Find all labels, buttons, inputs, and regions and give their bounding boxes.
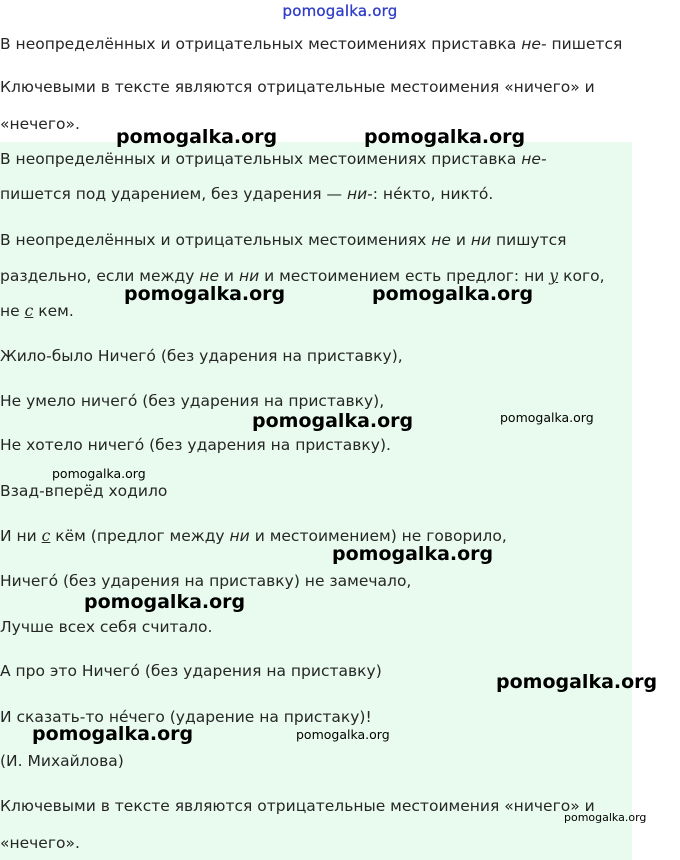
rule-ni: ни	[470, 231, 492, 249]
watermark: pomogalka.org	[124, 283, 286, 305]
poem-line-1: Жило-было Ничего́ (без ударения на приставку),	[0, 347, 403, 365]
poem-text: и местоимением) не говорило,	[249, 527, 507, 545]
rule-ni: ни	[238, 267, 260, 285]
rule-prefix-ni: ни-	[346, 185, 373, 203]
poem-text: кём (предлог между	[50, 527, 230, 545]
rule-text: В неопределённых и отрицательных местоимениях приставка	[0, 150, 522, 168]
preposition-u: у	[549, 267, 559, 285]
watermark: pomogalka.org	[564, 811, 647, 824]
rule-text: кем.	[33, 302, 74, 320]
rule-line-2	[0, 184, 493, 204]
intro-text-b: пишется	[546, 35, 623, 53]
watermark: pomogalka.org	[500, 410, 594, 425]
watermark: pomogalka.org	[84, 591, 246, 613]
watermark: pomogalka.org	[32, 723, 194, 745]
poem-line-9: И сказать-то не́чего (ударение на пристаку)!	[0, 708, 372, 726]
poem-line-8: А про это Ничего́ (без ударения на приставку)	[0, 662, 382, 680]
poem-line-2: Не умело ничего́ (без ударения на приставку),	[0, 392, 385, 410]
watermark: pomogalka.org	[332, 543, 494, 565]
rule-text: раздельно, если между	[0, 267, 200, 285]
rule-text: не	[0, 302, 25, 320]
intro-line-3: «нечего».	[0, 115, 80, 133]
rule-text: и	[219, 267, 239, 285]
rule-examples: : не́кто, никто́.	[372, 185, 494, 203]
rule-ne: не	[199, 267, 219, 285]
intro-line-1	[0, 34, 622, 54]
poem-line-3: Не хотело ничего́ (без ударения на приставку).	[0, 436, 391, 454]
rule-text: пишется под ударением, без ударения —	[0, 185, 347, 203]
poem-text: И ни	[0, 527, 42, 545]
rule-ne: не	[431, 231, 451, 249]
rule-text: и	[450, 231, 471, 249]
poem-line-4: Взад-вперёд ходило	[0, 482, 168, 500]
rule-text: В неопределённых и отрицательных местоимениях	[0, 231, 432, 249]
rule-prefix-ne: не-	[521, 150, 547, 168]
rule-line-3	[0, 230, 566, 250]
rule-text: кого,	[558, 267, 605, 285]
poem-line-7: Лучше всех себя считало.	[0, 618, 213, 636]
conclusion-line-1: Ключевыми в тексте являются отрицательные местоимения «ничего» и	[0, 797, 595, 815]
rule-line-5	[0, 301, 74, 321]
intro-prefix-ne: не-	[521, 35, 547, 53]
watermark: pomogalka.org	[252, 410, 414, 432]
watermark: pomogalka.org	[364, 126, 526, 148]
watermark: pomogalka.org	[52, 466, 146, 481]
poem-ni: ни	[229, 527, 250, 545]
rule-text: пишутся	[491, 231, 567, 249]
intro-text-a: В неопределённых и отрицательных местоимениях приставка	[0, 35, 522, 53]
conclusion-line-2: «нечего».	[0, 834, 80, 852]
watermark: pomogalka.org	[296, 727, 390, 742]
poem-line-6: Ничего́ (без ударения на приставку) не замечало,	[0, 572, 412, 590]
watermark: pomogalka.org	[372, 283, 534, 305]
preposition-s: с	[41, 527, 51, 545]
poem-author: (И. Михайлова)	[0, 752, 124, 770]
watermark: pomogalka.org	[116, 126, 278, 148]
rule-text: и местоимением есть предлог: ни	[259, 267, 550, 285]
rule-line-1	[0, 149, 547, 169]
preposition-s: с	[24, 302, 34, 320]
intro-line-2: Ключевыми в тексте являются отрицательные местоимения «ничего» и	[0, 78, 595, 96]
watermark: pomogalka.org	[496, 671, 658, 693]
site-logo[interactable]: pomogalka.org	[282, 2, 398, 20]
